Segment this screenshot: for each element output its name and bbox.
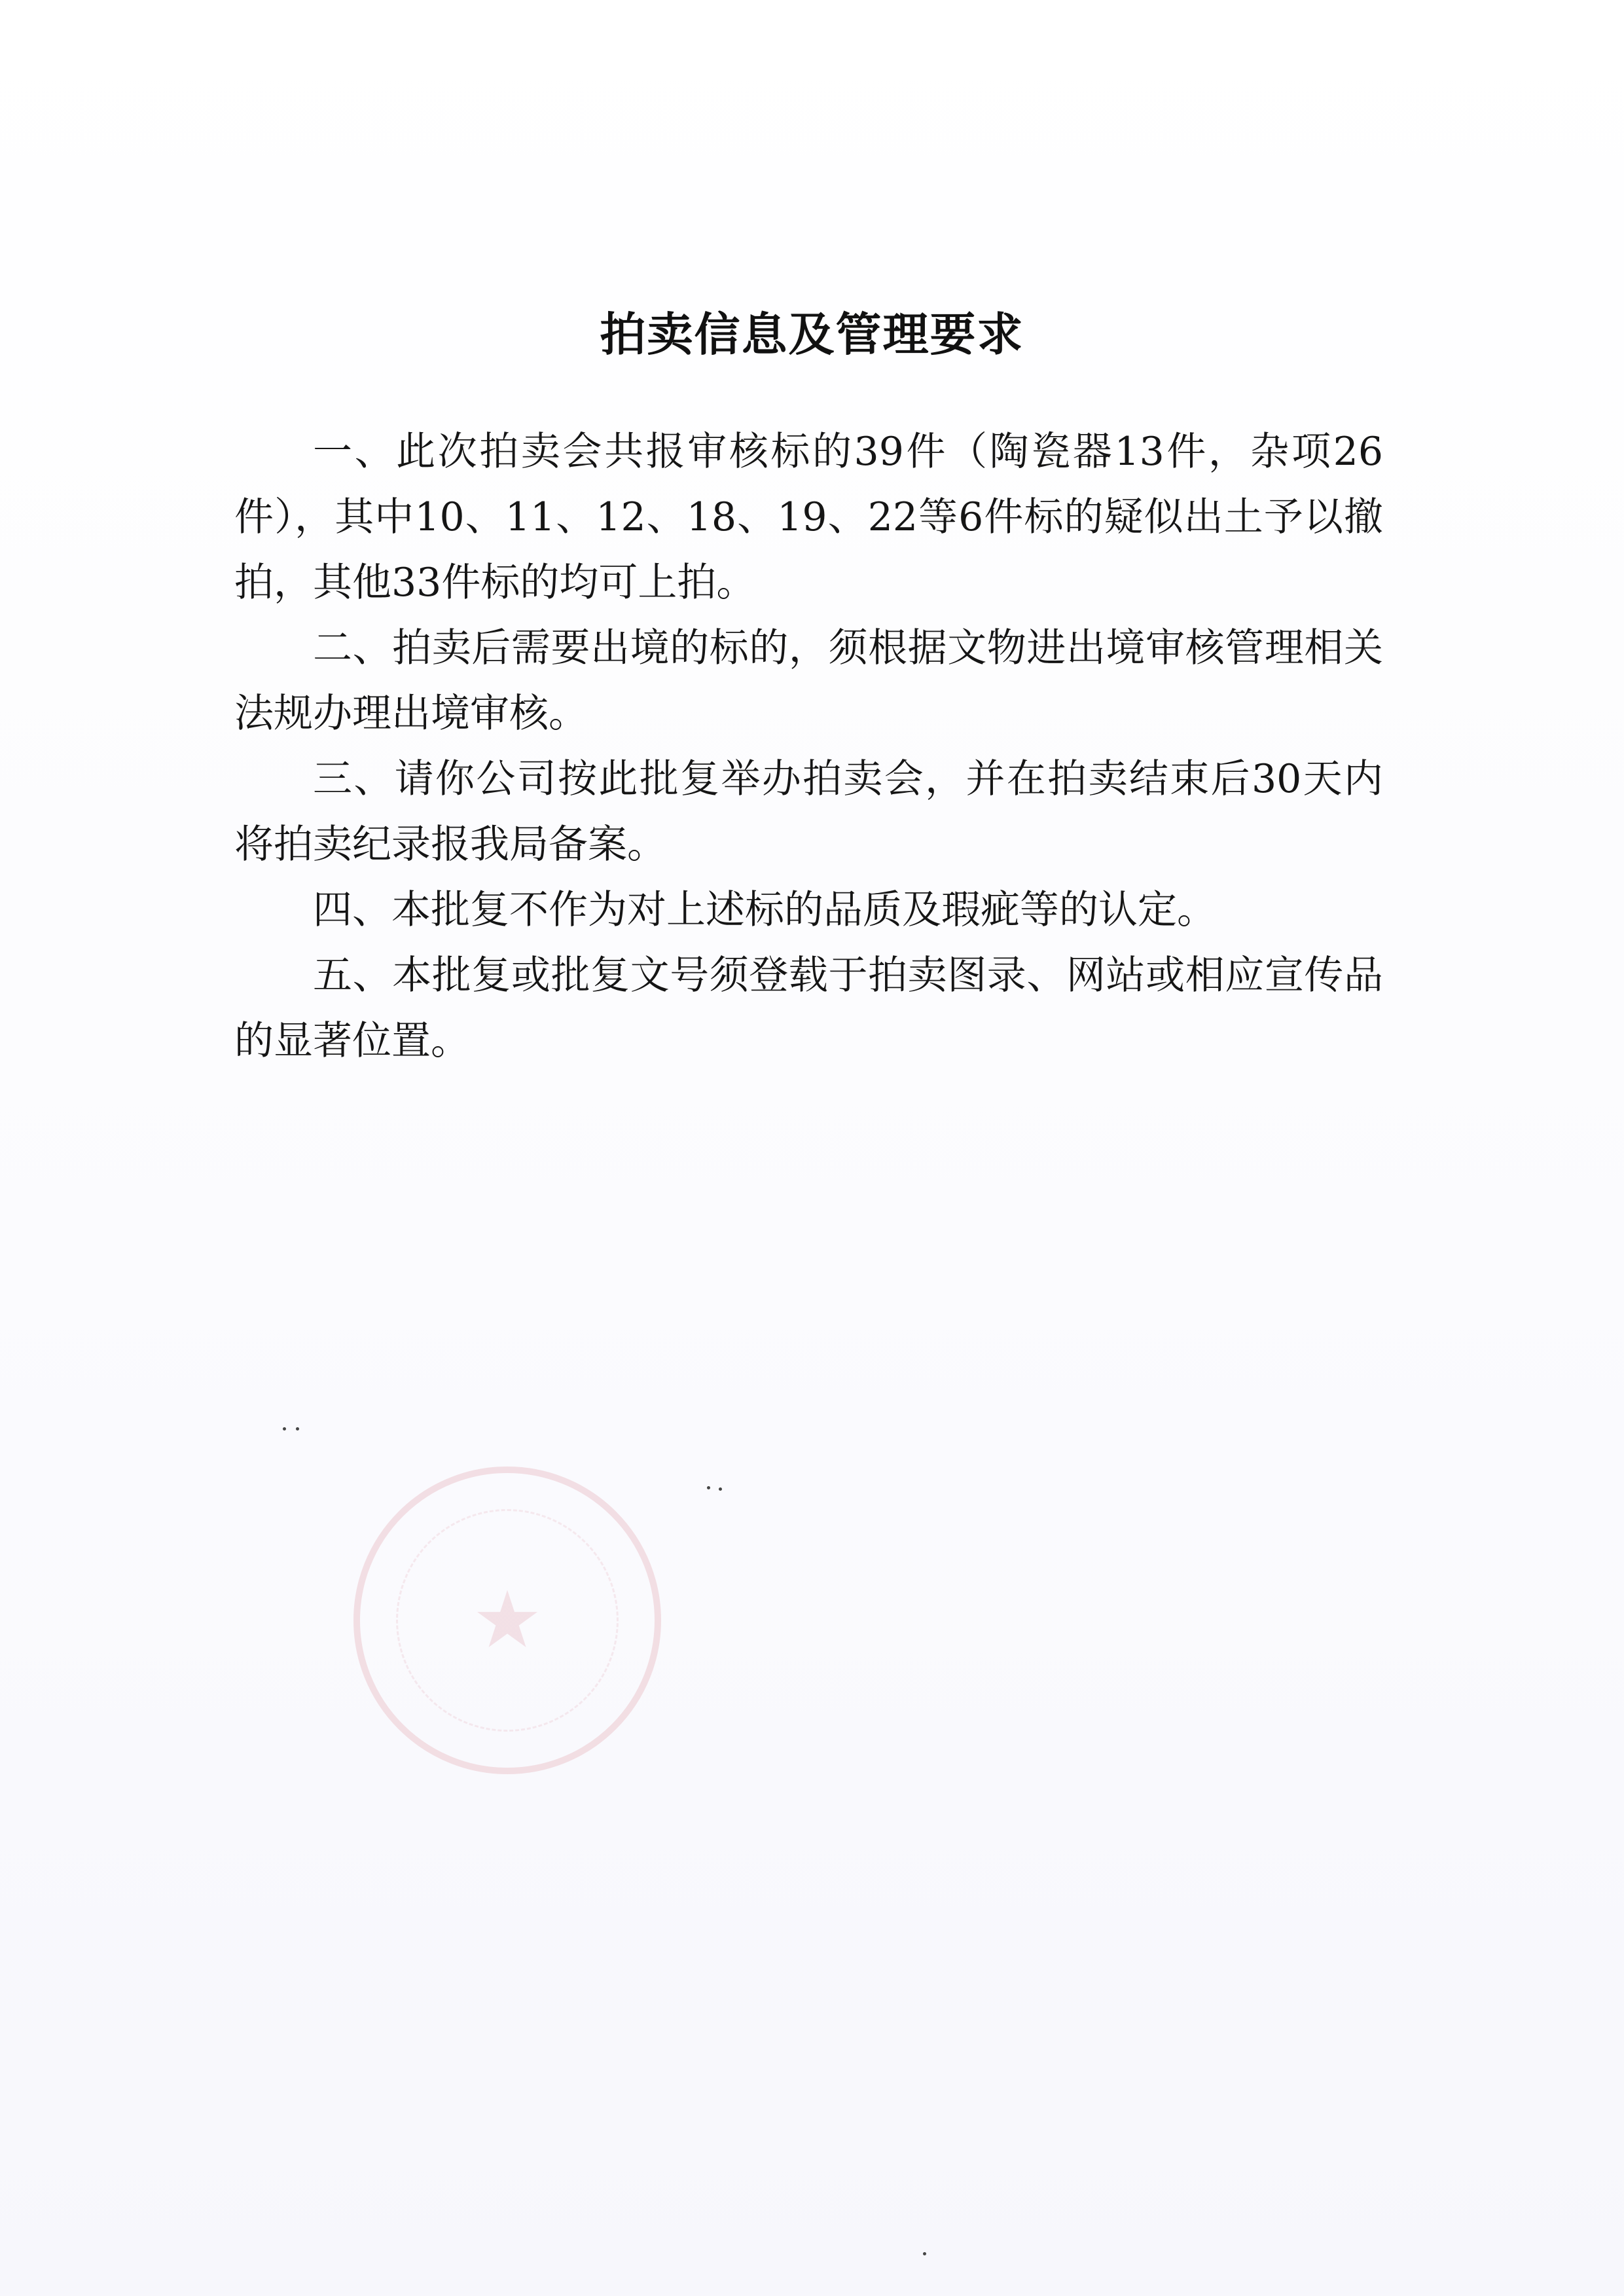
scan-speck — [296, 1427, 299, 1430]
paragraph-2: 二、拍卖后需要出境的标的，须根据文物进出境审核管理相关法规办理出境审核。 — [234, 625, 1383, 737]
scan-speck — [719, 1487, 722, 1491]
scan-speck — [707, 1486, 710, 1489]
official-seal-icon — [353, 1467, 661, 1774]
scan-speck — [283, 1427, 286, 1430]
seal-star-icon: ★ — [472, 1575, 543, 1666]
paragraph-5: 五、本批复或批复文号须登载于拍卖图录、网站或相应宣传品的显著位置。 — [234, 953, 1383, 1064]
paragraph-4: 四、本批复不作为对上述标的品质及瑕疵等的认定。 — [313, 887, 1216, 933]
scan-speck — [923, 2252, 926, 2255]
paragraph-1: 一、此次拍卖会共报审核标的39件（陶瓷器13件，杂项26件），其中10、11、12、18、19、22等6件标的疑似出土予以撤拍，其他33件标的均可上拍。 — [234, 429, 1383, 606]
document-title: 拍卖信息及管理要求 — [600, 308, 1024, 361]
paragraph-3: 三、请你公司按此批复举办拍卖会，并在拍卖结束后30天内将拍卖纪录报我局备案。 — [234, 756, 1383, 867]
